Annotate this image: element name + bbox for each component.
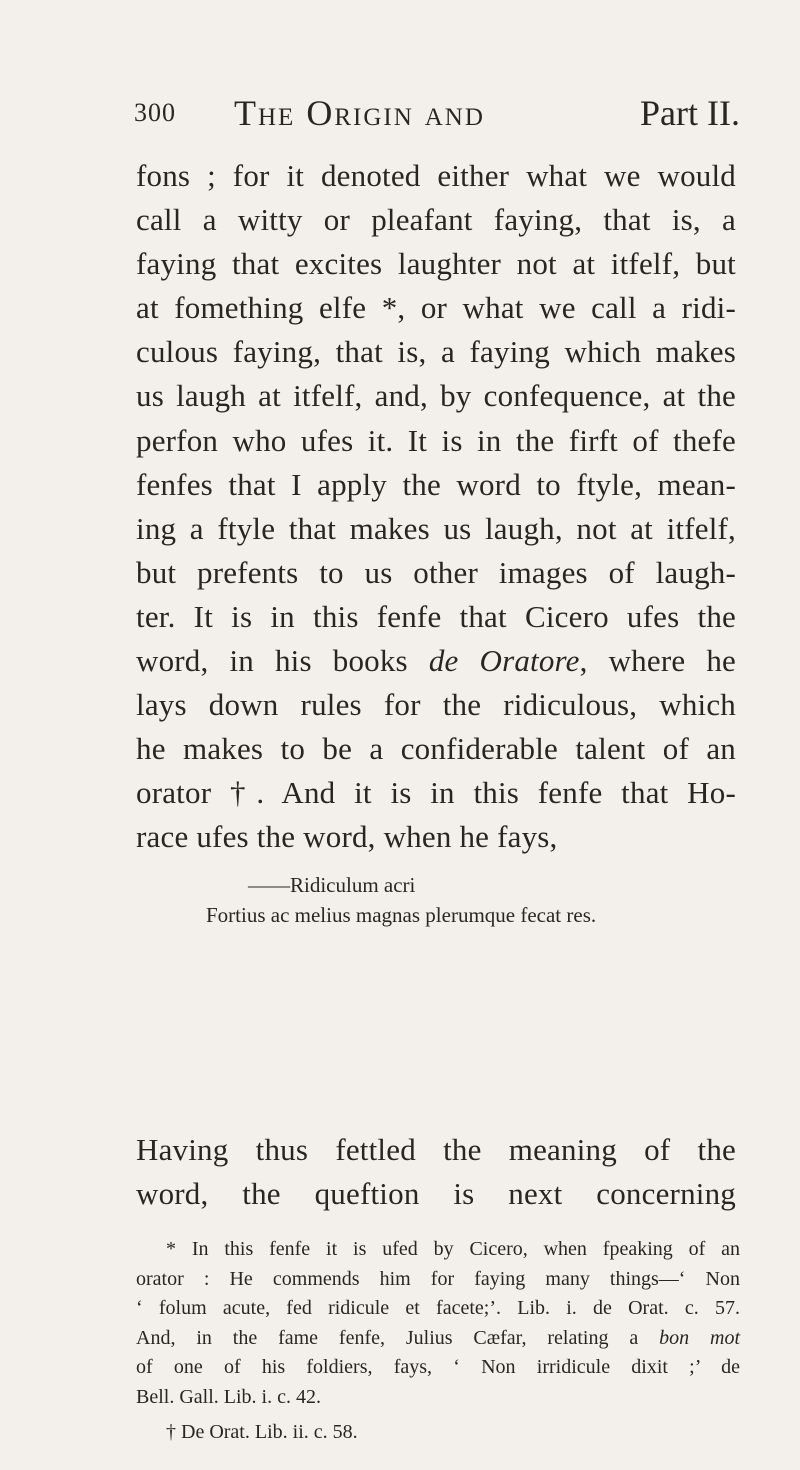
text-line: ing a ftyle that makes us laugh, not at itfelf, xyxy=(136,510,736,546)
text-line: he makes to be a confiderable talent of an xyxy=(136,731,736,767)
text-run: And, in the fame fenfe, Julius Cæfar, relating a xyxy=(136,1326,660,1349)
text-line: faying that excites laughter not at itfelf, but xyxy=(136,246,736,282)
running-head: The Origin and xyxy=(234,93,485,133)
text-line: but prefents to us other images of laugh- xyxy=(136,554,736,590)
text-line: ter. It is in this fenfe that Cicero ufes the xyxy=(136,598,736,634)
text-line-with-italic xyxy=(136,639,736,683)
footnote-line: of one of his foldiers, fays, ‘ Non irridicule dixit ;’ de xyxy=(136,1356,740,1378)
text-line: lays down rules for the ridiculous, which xyxy=(136,687,736,723)
footnote-line-with-italic xyxy=(136,1324,740,1354)
text-line: perfon who ufes it. It is in the firft of thefe xyxy=(136,422,736,458)
text-line: us laugh at itfelf, and, by confequence, at the xyxy=(136,378,736,414)
part-label: Part II. xyxy=(640,93,740,133)
main-text xyxy=(136,154,736,934)
book-title-italic: de Oratore xyxy=(428,643,580,679)
text-line: race ufes the word, when he fays, xyxy=(136,819,558,855)
main-text-continued xyxy=(136,1128,736,1216)
footnotes xyxy=(136,1235,740,1448)
footnote-line: orator : He commends him for faying many things—‘ Non xyxy=(136,1267,740,1290)
latin-quotation xyxy=(136,870,736,934)
text-line: Having thus fettled the meaning of the xyxy=(136,1132,736,1167)
text-line: culous faying, that is, a faying which makes xyxy=(136,334,736,370)
footnote-line: Bell. Gall. Lib. i. c. 42. xyxy=(136,1385,321,1408)
footnote-dagger: † De Orat. Lib. ii. c. 58. xyxy=(166,1421,358,1443)
text-line: fenfes that I apply the word to ftyle, mean- xyxy=(136,466,736,502)
footnote-asterisk xyxy=(136,1235,740,1412)
text-line: orator †. And it is in this fenfe that Ho- xyxy=(136,775,736,811)
italic-phrase: bon mot xyxy=(659,1326,741,1349)
footnote-line: ‘ folum acute, fed ridicule et facete;’. Lib. i. de Orat. c. 57. xyxy=(136,1297,740,1319)
text-line: word, the queftion is next concerning xyxy=(136,1176,736,1212)
text-run: word, in his books xyxy=(136,643,429,679)
text-line: fons ; for it denoted either what we would xyxy=(136,158,736,193)
text-line: at fomething elfe *, or what we call a ridi- xyxy=(136,290,736,326)
quotation-line: ——Ridiculum acri xyxy=(248,872,416,897)
footnote-line: * In this fenfe it is ufed by Cicero, when fpeaking of an xyxy=(166,1238,740,1260)
page-header xyxy=(134,92,740,133)
text-run: , where he xyxy=(579,643,736,679)
page-number: 300 xyxy=(134,98,176,127)
text-line: call a witty or pleafant faying, that is, a xyxy=(136,202,736,238)
quotation-line: Fortius ac melius magnas plerumque fecat res. xyxy=(206,902,597,927)
